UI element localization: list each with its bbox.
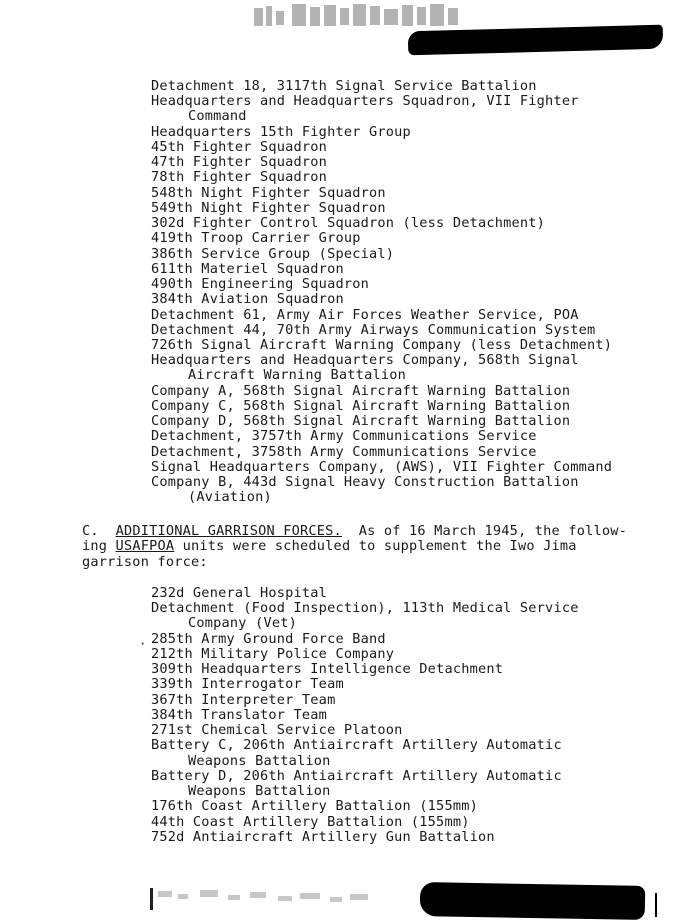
list-item: Battery C, 206th Antiaircraft Artillery Automatic	[151, 737, 562, 754]
list-item: 726th Signal Aircraft Warning Company (less Detachment)	[151, 336, 613, 353]
section-letter: C.	[82, 523, 99, 539]
list-item: 384th Aviation Squadron	[151, 291, 344, 308]
list-item: 490th Engineering Squadron	[151, 276, 369, 293]
list-item: 47th Fighter Squadron	[151, 154, 328, 171]
section-c-second-line	[82, 539, 682, 554]
list-item: Detachment 44, 70th Army Airways Communication System	[151, 321, 596, 338]
list-item: 45th Fighter Squadron	[151, 138, 328, 155]
section-c-first-line	[82, 524, 682, 539]
list-item-continuation: Aircraft Warning Battalion	[188, 367, 406, 384]
list-item: Battery D, 206th Antiaircraft Artillery Automatic	[151, 767, 562, 784]
list-item-continuation: Weapons Battalion	[188, 783, 331, 800]
list-item: Company D, 568th Signal Aircraft Warning Battalion	[151, 413, 571, 430]
list-item: Headquarters 15th Fighter Group	[151, 123, 411, 140]
list-item: Detachment (Food Inspection), 113th Medical Service	[151, 600, 579, 617]
list-item: 367th Interpreter Team	[151, 691, 336, 708]
list-item-continuation: Company (Vet)	[188, 615, 297, 632]
list-item: Detachment 18, 3117th Signal Service Battalion	[151, 78, 537, 94]
list-item: 548th Night Fighter Squadron	[151, 184, 386, 201]
paragraph-text: As of 16 March 1945, the follow-	[358, 523, 628, 539]
list-item: 752d Antiaircraft Artillery Gun Battalion	[151, 828, 495, 845]
bullet-mark: ·	[139, 637, 147, 651]
section-heading: ADDITIONAL GARRISON FORCES.	[115, 523, 342, 539]
additional-unit-list	[151, 586, 579, 845]
list-item: 549th Night Fighter Squadron	[151, 199, 386, 216]
list-item-continuation: (Aviation)	[188, 489, 272, 506]
list-item: 611th Materiel Squadron	[151, 260, 344, 277]
list-item: Detachment, 3758th Army Communications Service	[151, 443, 537, 460]
list-item: Company C, 568th Signal Aircraft Warning Battalion	[151, 397, 571, 414]
organization-name: USAFPOA	[115, 538, 175, 555]
list-item: 309th Headquarters Intelligence Detachment	[151, 661, 504, 678]
list-item: 176th Coast Artillery Battalion (155mm)	[151, 798, 478, 815]
list-item: Company B, 443d Signal Heavy Construction Battalion	[151, 474, 579, 491]
list-item: Headquarters and Headquarters Squadron, VII Fighter	[151, 93, 579, 110]
list-item: 232d General Hospital	[151, 585, 328, 601]
paragraph-text: garrison force:	[82, 553, 208, 570]
list-item: 285th Army Ground Force Band	[151, 630, 386, 647]
classification-stamp-faded-bottom	[150, 886, 390, 912]
list-item: 339th Interrogator Team	[151, 676, 344, 693]
list-item: 212th Military Police Company	[151, 645, 395, 662]
list-item-continuation: Command	[188, 108, 247, 125]
list-item: Detachment 61, Army Air Forces Weather Service, POA	[151, 306, 579, 323]
list-item: 386th Service Group (Special)	[151, 245, 395, 262]
list-item: Company A, 568th Signal Aircraft Warning Battalion	[151, 382, 571, 399]
list-item: Signal Headquarters Company, (AWS), VII Fighter Command	[151, 458, 613, 475]
list-item: 78th Fighter Squadron	[151, 169, 328, 186]
list-item-continuation: Weapons Battalion	[188, 752, 331, 769]
paragraph-text: ing	[82, 538, 108, 555]
section-c-paragraph	[82, 524, 682, 570]
list-item: 271st Chemical Service Platoon	[151, 722, 403, 739]
classification-stamp-faded	[250, 2, 480, 30]
list-item: 419th Troop Carrier Group	[151, 230, 361, 247]
list-item: 44th Coast Artillery Battalion (155mm)	[151, 813, 470, 830]
edge-mark	[655, 893, 657, 917]
list-item: 384th Translator Team	[151, 706, 328, 723]
list-item: 302d Fighter Control Squadron (less Detachment)	[151, 215, 546, 232]
garrison-unit-list	[151, 79, 612, 506]
list-item: Detachment, 3757th Army Communications Service	[151, 428, 537, 445]
paragraph-text: units were scheduled to supplement the Iwo Jima	[182, 538, 577, 555]
list-item: Headquarters and Headquarters Company, 568th Signal	[151, 352, 579, 369]
redaction-bar-bottom	[420, 882, 646, 920]
